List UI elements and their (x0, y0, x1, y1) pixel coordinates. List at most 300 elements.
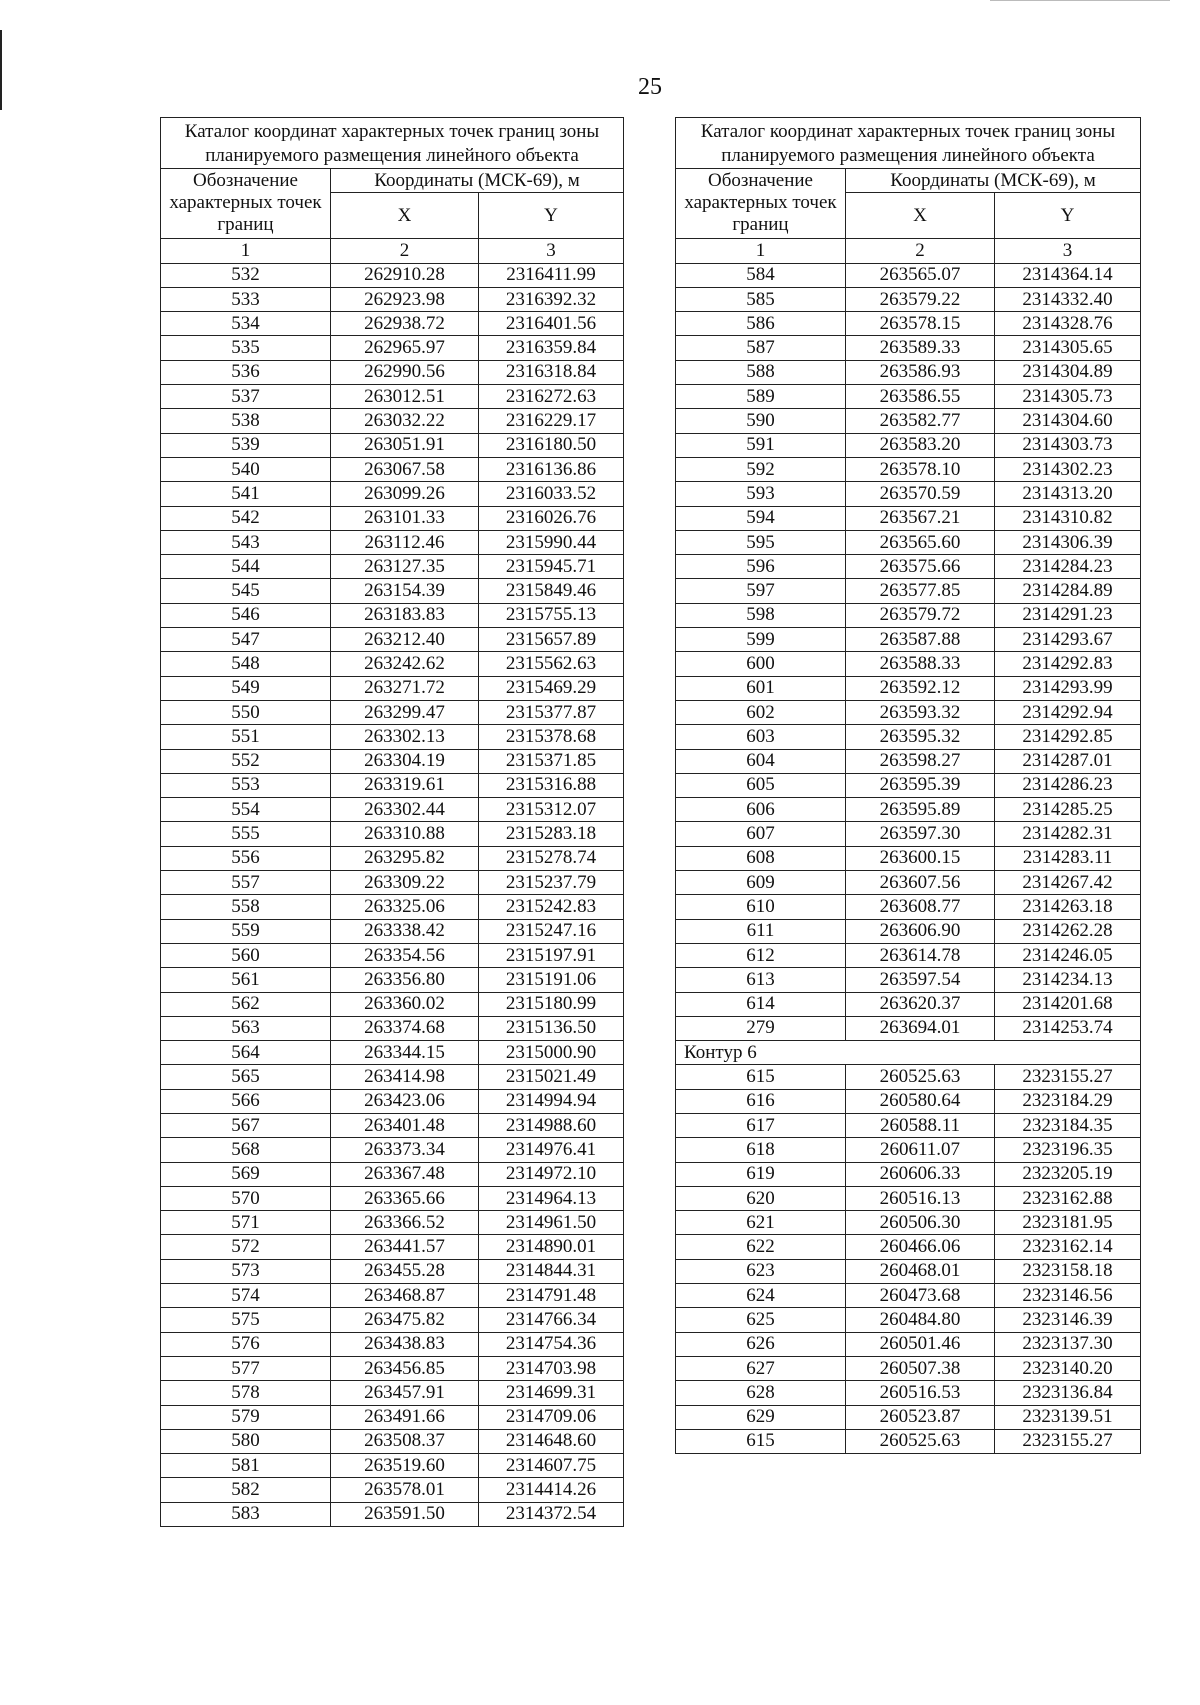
column-number: 2 (331, 239, 479, 263)
y-value: 2323155.27 (995, 1429, 1141, 1453)
table-row (161, 409, 624, 433)
page-number: 25 (638, 74, 662, 100)
column-number: 1 (676, 239, 846, 263)
y-value: 2315849.46 (479, 579, 624, 603)
table-row (161, 1332, 624, 1356)
y-value: 2314302.23 (995, 457, 1141, 481)
point-id: 565 (161, 1065, 331, 1089)
x-value: 263600.15 (846, 846, 995, 870)
y-value: 2314234.13 (995, 968, 1141, 992)
x-value: 263271.72 (331, 676, 479, 700)
y-value: 2315755.13 (479, 603, 624, 627)
y-value: 2323155.27 (995, 1065, 1141, 1089)
table-row (161, 1211, 624, 1235)
table-row (676, 1211, 1141, 1235)
point-id: 597 (676, 579, 846, 603)
y-value: 2314285.25 (995, 798, 1141, 822)
point-id: 562 (161, 992, 331, 1016)
y-value: 2314607.75 (479, 1454, 624, 1478)
x-value: 263374.68 (331, 1016, 479, 1040)
table-row (161, 1113, 624, 1137)
point-id: 541 (161, 482, 331, 506)
designation-header: Обозначение характерных точек границ (161, 169, 331, 239)
y-value: 2314328.76 (995, 312, 1141, 336)
table-row (161, 1308, 624, 1332)
point-id: 568 (161, 1138, 331, 1162)
x-value: 263366.52 (331, 1211, 479, 1235)
y-value: 2314964.13 (479, 1186, 624, 1210)
table-row (676, 943, 1141, 967)
x-value: 263592.12 (846, 676, 995, 700)
x-value: 263591.50 (331, 1502, 479, 1526)
table-row (676, 1041, 1141, 1065)
point-id: 621 (676, 1211, 846, 1235)
x-value: 263586.93 (846, 360, 995, 384)
point-id: 279 (676, 1016, 846, 1040)
x-value: 260525.63 (846, 1065, 995, 1089)
y-value: 2315657.89 (479, 628, 624, 652)
point-id: 600 (676, 652, 846, 676)
x-value: 263295.82 (331, 846, 479, 870)
point-id: 607 (676, 822, 846, 846)
y-value: 2315191.06 (479, 968, 624, 992)
x-value: 263593.32 (846, 700, 995, 724)
table-row (676, 555, 1141, 579)
table-row (161, 1429, 624, 1453)
table-row (676, 457, 1141, 481)
point-id: 598 (676, 603, 846, 627)
y-value: 2314791.48 (479, 1284, 624, 1308)
point-id: 540 (161, 457, 331, 481)
x-value: 263183.83 (331, 603, 479, 627)
point-id: 627 (676, 1356, 846, 1380)
table-row (676, 1405, 1141, 1429)
point-id: 579 (161, 1405, 331, 1429)
point-id: 555 (161, 822, 331, 846)
y-value: 2316272.63 (479, 385, 624, 409)
x-header: X (846, 193, 995, 239)
y-value: 2323184.29 (995, 1089, 1141, 1113)
point-id: 626 (676, 1332, 846, 1356)
point-id: 569 (161, 1162, 331, 1186)
point-id: 608 (676, 846, 846, 870)
point-id: 567 (161, 1113, 331, 1137)
table-row (676, 1113, 1141, 1137)
table-row (676, 312, 1141, 336)
point-id: 574 (161, 1284, 331, 1308)
x-value: 263614.78 (846, 943, 995, 967)
table-row (161, 312, 624, 336)
table-row (161, 263, 624, 287)
point-id: 544 (161, 555, 331, 579)
y-value: 2314414.26 (479, 1478, 624, 1502)
x-value: 263354.56 (331, 943, 479, 967)
y-value: 2314648.60 (479, 1429, 624, 1453)
x-value: 263608.77 (846, 895, 995, 919)
x-value: 263367.48 (331, 1162, 479, 1186)
x-value: 263491.66 (331, 1405, 479, 1429)
point-id: 557 (161, 871, 331, 895)
x-value: 263373.34 (331, 1138, 479, 1162)
y-value: 2315371.85 (479, 749, 624, 773)
y-value: 2314284.23 (995, 555, 1141, 579)
y-value: 2314292.94 (995, 700, 1141, 724)
table-row (676, 1065, 1141, 1089)
point-id: 553 (161, 773, 331, 797)
x-value: 263475.82 (331, 1308, 479, 1332)
point-id: 592 (676, 457, 846, 481)
table-row (161, 482, 624, 506)
y-value: 2315197.91 (479, 943, 624, 967)
point-id: 587 (676, 336, 846, 360)
y-value: 2314304.60 (995, 409, 1141, 433)
point-id: 614 (676, 992, 846, 1016)
point-id: 551 (161, 725, 331, 749)
table-row (676, 287, 1141, 311)
y-value: 2314306.39 (995, 530, 1141, 554)
x-value: 263588.33 (846, 652, 995, 676)
x-value: 263607.56 (846, 871, 995, 895)
point-id: 603 (676, 725, 846, 749)
point-id: 542 (161, 506, 331, 530)
column-number: 3 (479, 239, 624, 263)
point-id: 584 (676, 263, 846, 287)
x-value: 263099.26 (331, 482, 479, 506)
x-value: 263595.32 (846, 725, 995, 749)
point-id: 610 (676, 895, 846, 919)
table-row (676, 482, 1141, 506)
table-row (161, 336, 624, 360)
point-id: 615 (676, 1429, 846, 1453)
y-value: 2323146.39 (995, 1308, 1141, 1332)
x-value: 263325.06 (331, 895, 479, 919)
table-row (161, 506, 624, 530)
point-id: 561 (161, 968, 331, 992)
x-value: 260484.80 (846, 1308, 995, 1332)
y-value: 2316401.56 (479, 312, 624, 336)
point-id: 577 (161, 1356, 331, 1380)
y-value: 2316359.84 (479, 336, 624, 360)
point-id: 605 (676, 773, 846, 797)
table-row (161, 1016, 624, 1040)
table-row (676, 1308, 1141, 1332)
y-value: 2315237.79 (479, 871, 624, 895)
y-value: 2314364.14 (995, 263, 1141, 287)
table-row (161, 1502, 624, 1526)
x-value: 263597.54 (846, 968, 995, 992)
point-id: 571 (161, 1211, 331, 1235)
table-row (161, 1065, 624, 1089)
point-id: 564 (161, 1041, 331, 1065)
x-value: 263570.59 (846, 482, 995, 506)
y-value: 2323181.95 (995, 1211, 1141, 1235)
x-value: 263595.39 (846, 773, 995, 797)
y-value: 2323184.35 (995, 1113, 1141, 1137)
x-value: 263586.55 (846, 385, 995, 409)
x-value: 260525.63 (846, 1429, 995, 1453)
point-id: 616 (676, 1089, 846, 1113)
x-value: 260466.06 (846, 1235, 995, 1259)
table-row (676, 360, 1141, 384)
point-id: 619 (676, 1162, 846, 1186)
x-value: 260516.53 (846, 1381, 995, 1405)
x-value: 263565.60 (846, 530, 995, 554)
point-id: 602 (676, 700, 846, 724)
x-value: 263423.06 (331, 1089, 479, 1113)
y-value: 2315378.68 (479, 725, 624, 749)
table-row (161, 700, 624, 724)
point-id: 552 (161, 749, 331, 773)
point-id: 582 (161, 1478, 331, 1502)
column-number: 2 (846, 239, 995, 263)
y-value: 2314284.89 (995, 579, 1141, 603)
table-row (161, 628, 624, 652)
y-value: 2323162.88 (995, 1186, 1141, 1210)
y-value: 2314754.36 (479, 1332, 624, 1356)
table-row (676, 749, 1141, 773)
y-value: 2315990.44 (479, 530, 624, 554)
table-row (676, 1186, 1141, 1210)
y-value: 2314372.54 (479, 1502, 624, 1526)
x-value: 263578.01 (331, 1478, 479, 1502)
table-body (161, 263, 624, 1526)
point-id: 539 (161, 433, 331, 457)
x-value: 263579.72 (846, 603, 995, 627)
x-value: 262965.97 (331, 336, 479, 360)
x-value: 263067.58 (331, 457, 479, 481)
y-value: 2323162.14 (995, 1235, 1141, 1259)
y-value: 2314286.23 (995, 773, 1141, 797)
x-value: 263583.20 (846, 433, 995, 457)
table-row (161, 1162, 624, 1186)
y-value: 2315242.83 (479, 895, 624, 919)
x-value: 263101.33 (331, 506, 479, 530)
table-row (161, 798, 624, 822)
point-id: 613 (676, 968, 846, 992)
y-value: 2314988.60 (479, 1113, 624, 1137)
x-value: 263587.88 (846, 628, 995, 652)
point-id: 586 (676, 312, 846, 336)
x-value: 263299.47 (331, 700, 479, 724)
y-value: 2314844.31 (479, 1259, 624, 1283)
x-value: 263438.83 (331, 1332, 479, 1356)
table-row (161, 652, 624, 676)
point-id: 593 (676, 482, 846, 506)
y-value: 2316229.17 (479, 409, 624, 433)
table-row (161, 1478, 624, 1502)
y-value: 2314961.50 (479, 1211, 624, 1235)
point-id: 534 (161, 312, 331, 336)
point-id: 580 (161, 1429, 331, 1453)
point-id: 583 (161, 1502, 331, 1526)
point-id: 599 (676, 628, 846, 652)
x-value: 263344.15 (331, 1041, 479, 1065)
point-id: 585 (676, 287, 846, 311)
x-value: 263567.21 (846, 506, 995, 530)
table-row (161, 555, 624, 579)
table-row (676, 846, 1141, 870)
y-value: 2314890.01 (479, 1235, 624, 1259)
x-value: 263577.85 (846, 579, 995, 603)
x-value: 263455.28 (331, 1259, 479, 1283)
point-id: 604 (676, 749, 846, 773)
table-row (676, 1429, 1141, 1453)
coordinate-table-right (675, 117, 1141, 1454)
table-row (161, 1381, 624, 1405)
table-title: Каталог координат характерных точек границ зоны планируемого размещения линейного объекта (676, 118, 1141, 169)
table-row (161, 1235, 624, 1259)
y-header: Y (995, 193, 1141, 239)
coordinates-header: Координаты (МСК-69), м (331, 169, 624, 193)
x-value: 260507.38 (846, 1356, 995, 1380)
point-id: 629 (676, 1405, 846, 1429)
column-number: 3 (995, 239, 1141, 263)
table-row (676, 1332, 1141, 1356)
y-value: 2314291.23 (995, 603, 1141, 627)
table-row (161, 530, 624, 554)
y-value: 2315278.74 (479, 846, 624, 870)
x-value: 263051.91 (331, 433, 479, 457)
point-id: 554 (161, 798, 331, 822)
x-value: 263578.10 (846, 457, 995, 481)
table-row (161, 846, 624, 870)
x-value: 262910.28 (331, 263, 479, 287)
y-value: 2315312.07 (479, 798, 624, 822)
y-value: 2315316.88 (479, 773, 624, 797)
point-id: 591 (676, 433, 846, 457)
table-row (676, 579, 1141, 603)
table-row (161, 287, 624, 311)
point-id: 563 (161, 1016, 331, 1040)
x-value: 263302.44 (331, 798, 479, 822)
point-id: 590 (676, 409, 846, 433)
x-value: 260468.01 (846, 1259, 995, 1283)
point-id: 624 (676, 1284, 846, 1308)
x-value: 263582.77 (846, 409, 995, 433)
y-value: 2314972.10 (479, 1162, 624, 1186)
table-row (161, 457, 624, 481)
y-value: 2314292.83 (995, 652, 1141, 676)
y-value: 2316318.84 (479, 360, 624, 384)
table-row (161, 579, 624, 603)
table-row (676, 603, 1141, 627)
x-value: 263360.02 (331, 992, 479, 1016)
x-value: 263579.22 (846, 287, 995, 311)
point-id: 575 (161, 1308, 331, 1332)
table-row (161, 1138, 624, 1162)
y-value: 2314293.99 (995, 676, 1141, 700)
point-id: 612 (676, 943, 846, 967)
table-row (161, 822, 624, 846)
point-id: 550 (161, 700, 331, 724)
y-value: 2323158.18 (995, 1259, 1141, 1283)
table-row (676, 263, 1141, 287)
table-row (161, 360, 624, 384)
point-id: 558 (161, 895, 331, 919)
table-row (676, 968, 1141, 992)
point-id: 536 (161, 360, 331, 384)
table-row (161, 749, 624, 773)
y-value: 2314313.20 (995, 482, 1141, 506)
point-id: 601 (676, 676, 846, 700)
contour-label: Контур 6 (676, 1041, 1141, 1065)
table-row (676, 433, 1141, 457)
point-id: 595 (676, 530, 846, 554)
point-id: 537 (161, 385, 331, 409)
x-value: 260506.30 (846, 1211, 995, 1235)
table-row (161, 943, 624, 967)
y-value: 2315377.87 (479, 700, 624, 724)
table-row (676, 725, 1141, 749)
point-id: 618 (676, 1138, 846, 1162)
table-row (161, 1089, 624, 1113)
y-value: 2314310.82 (995, 506, 1141, 530)
y-value: 2315021.49 (479, 1065, 624, 1089)
table-row (161, 433, 624, 457)
y-value: 2314709.06 (479, 1405, 624, 1429)
table-row (676, 919, 1141, 943)
y-value: 2315283.18 (479, 822, 624, 846)
y-value: 2323136.84 (995, 1381, 1141, 1405)
y-value: 2315469.29 (479, 676, 624, 700)
table-title: Каталог координат характерных точек границ зоны планируемого размещения линейного объекта (161, 118, 624, 169)
point-id: 566 (161, 1089, 331, 1113)
point-id: 594 (676, 506, 846, 530)
table-row (161, 1284, 624, 1308)
x-value: 263304.19 (331, 749, 479, 773)
table-body (676, 263, 1141, 1454)
x-value: 260523.87 (846, 1405, 995, 1429)
point-id: 538 (161, 409, 331, 433)
point-id: 545 (161, 579, 331, 603)
point-id: 623 (676, 1259, 846, 1283)
table-row (676, 992, 1141, 1016)
point-id: 535 (161, 336, 331, 360)
x-value: 263519.60 (331, 1454, 479, 1478)
point-id: 620 (676, 1186, 846, 1210)
table-row (161, 1041, 624, 1065)
y-value: 2323140.20 (995, 1356, 1141, 1380)
x-value: 263589.33 (846, 336, 995, 360)
point-id: 596 (676, 555, 846, 579)
y-value: 2314766.34 (479, 1308, 624, 1332)
y-value: 2315000.90 (479, 1041, 624, 1065)
point-id: 548 (161, 652, 331, 676)
table-row (676, 1259, 1141, 1283)
y-value: 2315180.99 (479, 992, 624, 1016)
point-id: 549 (161, 676, 331, 700)
y-value: 2314303.73 (995, 433, 1141, 457)
x-value: 263012.51 (331, 385, 479, 409)
y-header: Y (479, 193, 624, 239)
y-value: 2323139.51 (995, 1405, 1141, 1429)
table-row (676, 895, 1141, 919)
coordinates-header: Координаты (МСК-69), м (846, 169, 1141, 193)
y-value: 2314282.31 (995, 822, 1141, 846)
table-row (161, 871, 624, 895)
y-value: 2323196.35 (995, 1138, 1141, 1162)
point-id: 581 (161, 1454, 331, 1478)
y-value: 2314332.40 (995, 287, 1141, 311)
y-value: 2316392.32 (479, 287, 624, 311)
table-row (676, 652, 1141, 676)
point-id: 559 (161, 919, 331, 943)
coordinate-table-left (160, 117, 624, 1527)
table-row (676, 1284, 1141, 1308)
x-value: 263302.13 (331, 725, 479, 749)
table-row (676, 336, 1141, 360)
point-id: 532 (161, 263, 331, 287)
